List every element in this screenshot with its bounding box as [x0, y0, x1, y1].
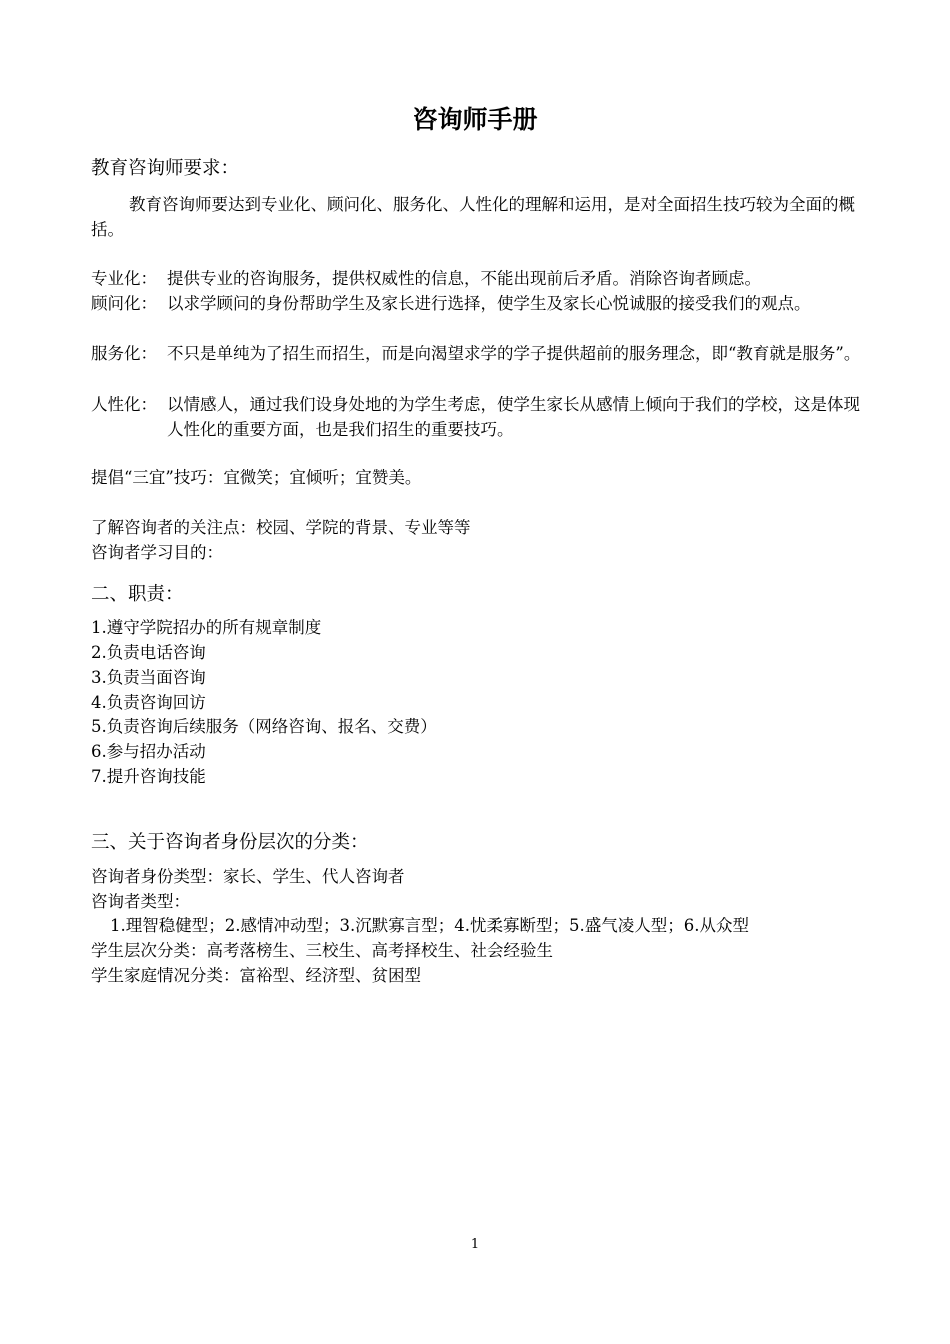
section-heading-requirements: 教育咨询师要求：: [91, 158, 240, 179]
term-humanized: [91, 392, 861, 442]
purpose-line: 咨询者学习目的：: [91, 543, 223, 562]
term-label: 专业化：: [91, 269, 157, 288]
identity-line: 咨询者身份类型：家长、学生、代人咨询者: [91, 867, 405, 886]
duty-item: 5.负责咨询后续服务（网络咨询、报名、交费）: [91, 717, 437, 736]
duty-item: 6.参与招办活动: [91, 742, 206, 761]
page-number: 1: [470, 1237, 480, 1252]
focus-line: 了解咨询者的关注点：校园、学院的背景、专业等等: [91, 518, 471, 537]
term-description: 不只是单纯为了招生而招生，而是向渴望求学的学子提供超前的服务理念，即“教育就是服务”。: [167, 344, 861, 363]
term-description: 以求学顾问的身份帮助学生及家长进行选择，使学生及家长心悦诚服的接受我们的观点。: [167, 294, 811, 313]
duty-item: 4.负责咨询回访: [91, 693, 206, 712]
duty-item: 3.负责当面咨询: [91, 668, 206, 687]
term-professional: [91, 266, 861, 291]
term-label: 人性化：: [91, 395, 157, 414]
duty-item: 2.负责电话咨询: [91, 643, 206, 662]
section-heading-classification: 三、关于咨询者身份层次的分类：: [91, 832, 369, 853]
duty-item: 7.提升咨询技能: [91, 767, 206, 786]
term-advisory: [91, 291, 861, 316]
types-line: 1.理智稳健型；2.感情冲动型；3.沉默寡言型；4.忧柔寡断型；5.盛气凌人型；6.从众型: [110, 916, 749, 935]
intro-paragraph: 教育咨询师要达到专业化、顾问化、服务化、人性化的理解和运用，是对全面招生技巧较为全面的概括。: [91, 195, 855, 239]
document-title: 咨询师手册: [412, 105, 538, 134]
term-service: [91, 341, 861, 366]
family-line: 学生家庭情况分类：富裕型、经济型、贫困型: [91, 966, 421, 985]
duty-item: 1.遵守学院招办的所有规章制度: [91, 618, 322, 637]
term-label: 服务化：: [91, 344, 157, 363]
term-description: 以情感人，通过我们设身处地的为学生考虑，使学生家长从感情上倾向于我们的学校，这是体现人性化的重要方面，也是我们招生的重要技巧。: [167, 395, 860, 439]
section-heading-duties: 二、职责：: [91, 584, 184, 605]
tips-line: 提倡“三宜”技巧：宜微笑；宜倾听；宜赞美。: [91, 468, 422, 487]
types-label: 咨询者类型：: [91, 892, 190, 911]
term-description: 提供专业的咨询服务，提供权威性的信息，不能出现前后矛盾。消除咨询者顾虑。: [167, 269, 761, 288]
term-label: 顾问化：: [91, 294, 157, 313]
student-levels-line: 学生层次分类：高考落榜生、三校生、高考择校生、社会经验生: [91, 941, 553, 960]
